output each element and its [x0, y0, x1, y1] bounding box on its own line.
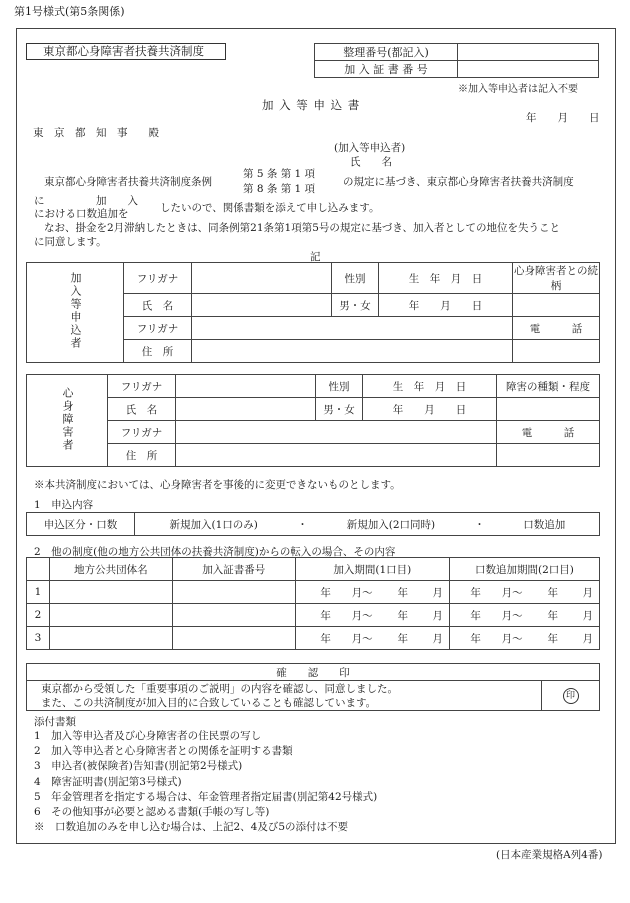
section2-table — [26, 557, 600, 650]
disabled-address-furigana-field[interactable] — [176, 421, 497, 444]
disabled-furigana-label: フリガナ — [108, 375, 176, 398]
body-suffix: の規定に基づき、東京都心身障害者扶養共済制度 — [343, 176, 574, 188]
municipality-field[interactable] — [49, 581, 172, 604]
applicant-furigana-label: フリガナ — [124, 263, 192, 294]
confirmation-title: 確 認 印 — [27, 664, 600, 681]
disabled-note: ※本共済制度においては、心身障害者を事後的に変更できないものとします。 — [34, 479, 401, 491]
attachment-item: 1 加入等申込者及び心身障害者の住民票の写し — [34, 730, 262, 742]
section1-table — [26, 512, 600, 536]
period1-end-year[interactable]: 年 — [379, 604, 414, 627]
disabled-dob-field[interactable]: 年 月 日 — [363, 398, 497, 421]
option-new-one[interactable]: 新規加入(1口のみ) — [135, 513, 293, 536]
period2-start-month[interactable]: 月〜 — [487, 604, 529, 627]
municipality-field[interactable] — [49, 604, 172, 627]
applicant-address-label: 住 所 — [124, 340, 192, 363]
attachments-list — [34, 729, 377, 835]
serial-field[interactable] — [458, 44, 599, 61]
period-2-header: 口数追加期間(2口目) — [449, 558, 599, 581]
applicant-furigana-field[interactable] — [192, 263, 332, 294]
period1-end-month[interactable]: 月 — [414, 627, 449, 650]
municipality-header: 地方公共団体名 — [49, 558, 172, 581]
body-notice-2: に同意します。 — [34, 236, 107, 248]
attachment-note: ※ 口数追加のみを申し込む場合は、上記2、4及び5の添付は不要 — [34, 821, 349, 834]
applicant-relation-header: 心身障害者との続柄 — [513, 263, 600, 294]
applicant-gender-choice[interactable]: 男・女 — [332, 294, 379, 317]
cert-number-field[interactable] — [458, 61, 599, 78]
doc-title: 加 入 等 申 込 書 — [262, 98, 361, 112]
disabled-name-label: 氏 名 — [108, 398, 176, 421]
confirmation-line-1: 東京都から受領した「重要事項のご説明」の内容を確認し、同意しました。 — [41, 682, 398, 695]
serial-label: 整理番号(都記入) — [315, 44, 458, 61]
article-8: 第 8 条 第 1 項 — [243, 183, 316, 195]
applicant-address-field[interactable] — [192, 340, 513, 363]
confirmation-table — [26, 663, 600, 711]
disabled-table — [26, 374, 600, 467]
applicant-name-field[interactable] — [192, 294, 332, 317]
applicant-dob-field[interactable]: 年 月 日 — [379, 294, 513, 317]
attachment-item: 4 障害証明書(別記第3号様式) — [34, 775, 182, 788]
cert-number-label: 加 入 証 書 番 号 — [315, 61, 458, 78]
disabled-gender-choice[interactable]: 男・女 — [316, 398, 363, 421]
period1-start-month[interactable]: 月〜 — [337, 581, 379, 604]
option-sep-1: ・ — [292, 513, 312, 536]
date-line: 年 月 日 — [526, 112, 600, 124]
body-kanyu: 加 入 — [96, 195, 138, 207]
body-line2: したいので、関係書類を添えて申し込みます。 — [160, 202, 380, 214]
disabled-type-field[interactable] — [497, 398, 600, 421]
body-unit-add: における口数追加を — [34, 208, 129, 220]
attachment-item: 6 その他知事が必要と認める書類(手帳の写し等) — [34, 806, 270, 819]
transfer-row-number: 3 — [27, 627, 50, 650]
municipality-field[interactable] — [49, 627, 172, 650]
program-title: 東京都心身障害者扶養共済制度 — [26, 43, 226, 60]
applicant-side-label: 加入等申込者 — [27, 263, 124, 363]
applicant-name-label: 氏 名 — [124, 294, 192, 317]
applicant-table — [26, 262, 600, 363]
disabled-furigana-field[interactable] — [176, 375, 316, 398]
disabled-type-header: 障害の種類・程度 — [497, 375, 600, 398]
confirmation-text — [27, 681, 542, 711]
cert-number-field[interactable] — [172, 627, 295, 650]
period-1-header: 加入期間(1口目) — [295, 558, 449, 581]
disabled-gender-header: 性別 — [316, 375, 363, 398]
disabled-side-label: 心身障害者 — [27, 375, 108, 467]
applicant-caption: (加入等申込者) — [334, 142, 406, 154]
period2-end-year[interactable]: 年 — [529, 627, 564, 650]
body-prefix: 東京都心身障害者扶養共済制度条例 — [44, 176, 212, 188]
period1-end-year[interactable]: 年 — [379, 581, 414, 604]
disabled-phone-header: 電 話 — [497, 421, 600, 444]
body-ni: に — [34, 195, 45, 207]
period1-end-month[interactable]: 月 — [414, 604, 449, 627]
period2-end-year[interactable]: 年 — [529, 604, 564, 627]
transfer-row — [27, 627, 600, 650]
registration-note: ※加入等申込者は記入不要 — [458, 84, 578, 95]
option-add-units[interactable]: 口数追加 — [490, 513, 600, 536]
transfer-row-number: 2 — [27, 604, 50, 627]
disabled-address-field[interactable] — [176, 444, 497, 467]
cert-number-header: 加入証書番号 — [172, 558, 295, 581]
name-caption: 氏 名 — [350, 156, 392, 168]
period1-start-month[interactable]: 月〜 — [337, 627, 379, 650]
period2-start-month[interactable]: 月〜 — [487, 627, 529, 650]
applicant-address-furigana-label: フリガナ — [124, 317, 192, 340]
form-caption: 第1号様式(第5条関係) — [14, 5, 125, 18]
period1-end-year[interactable]: 年 — [379, 627, 414, 650]
section2-title: 2 他の制度(他の地方公共団体の扶養共済制度)からの転入の場合、その内容 — [34, 546, 396, 558]
disabled-dob-header: 生 年 月 日 — [363, 375, 497, 398]
period2-start-year[interactable]: 年 — [449, 581, 487, 604]
period2-start-year[interactable]: 年 — [449, 604, 487, 627]
period1-start-year[interactable]: 年 — [295, 581, 337, 604]
disabled-phone-field[interactable] — [497, 444, 600, 467]
period1-end-month[interactable]: 月 — [414, 581, 449, 604]
attachment-item: 2 加入等申込者と心身障害者との関係を証明する書類 — [34, 745, 293, 758]
applicant-gender-header: 性別 — [332, 263, 379, 294]
transfer-row — [27, 604, 600, 627]
confirmation-line-2: また、この共済制度が加入目的に合致していることも確認しています。 — [41, 696, 377, 709]
transfer-index-header — [27, 558, 50, 581]
period1-start-year[interactable]: 年 — [295, 604, 337, 627]
attachment-item: 3 申込者(被保険者)告知書(別記第2号様式) — [34, 760, 243, 773]
transfer-row-number: 1 — [27, 581, 50, 604]
option-sep-2: ・ — [470, 513, 490, 536]
applicant-relation-field[interactable] — [513, 294, 600, 317]
registration-table — [314, 43, 599, 78]
attachments-title: 添付書類 — [34, 716, 76, 728]
footer-standard: (日本産業規格A列4番) — [496, 849, 603, 861]
attachment-item: 5 年金管理者を指定する場合は、年金管理者指定届書(別記第42号様式) — [34, 790, 378, 803]
seal-cell[interactable] — [542, 681, 600, 711]
disabled-name-field[interactable] — [176, 398, 316, 421]
seal-mark: 印 — [563, 688, 579, 704]
period1-start-year[interactable]: 年 — [295, 627, 337, 650]
disabled-address-furigana-label: フリガナ — [108, 421, 176, 444]
applicant-phone-header: 電 話 — [513, 317, 600, 340]
ki-label: 記 — [310, 251, 321, 263]
period2-start-year[interactable]: 年 — [449, 627, 487, 650]
period2-end-month[interactable]: 月 — [564, 627, 600, 650]
option-new-two[interactable]: 新規加入(2口同時) — [312, 513, 469, 536]
period1-start-month[interactable]: 月〜 — [337, 604, 379, 627]
addressee: 東 京 都 知 事 殿 — [33, 127, 159, 139]
application-type-label: 申込区分・口数 — [27, 513, 135, 536]
section1-title: 1 申込内容 — [34, 499, 94, 511]
applicant-address-furigana-field[interactable] — [192, 317, 513, 340]
period2-start-month[interactable]: 月〜 — [487, 581, 529, 604]
body-notice-1: なお、掛金を2月滞納したときは、同条例第21条第1項第5号の規定に基づき、加入者としての地位を失うこと — [44, 222, 560, 234]
transfer-row — [27, 581, 600, 604]
period2-end-year[interactable]: 年 — [529, 581, 564, 604]
period2-end-month[interactable]: 月 — [564, 581, 600, 604]
cert-number-field[interactable] — [172, 581, 295, 604]
period2-end-month[interactable]: 月 — [564, 604, 600, 627]
applicant-dob-header: 生 年 月 日 — [379, 263, 513, 294]
disabled-address-label: 住 所 — [108, 444, 176, 467]
cert-number-field[interactable] — [172, 604, 295, 627]
article-5: 第 5 条 第 1 項 — [243, 168, 316, 180]
applicant-phone-field[interactable] — [513, 340, 600, 363]
